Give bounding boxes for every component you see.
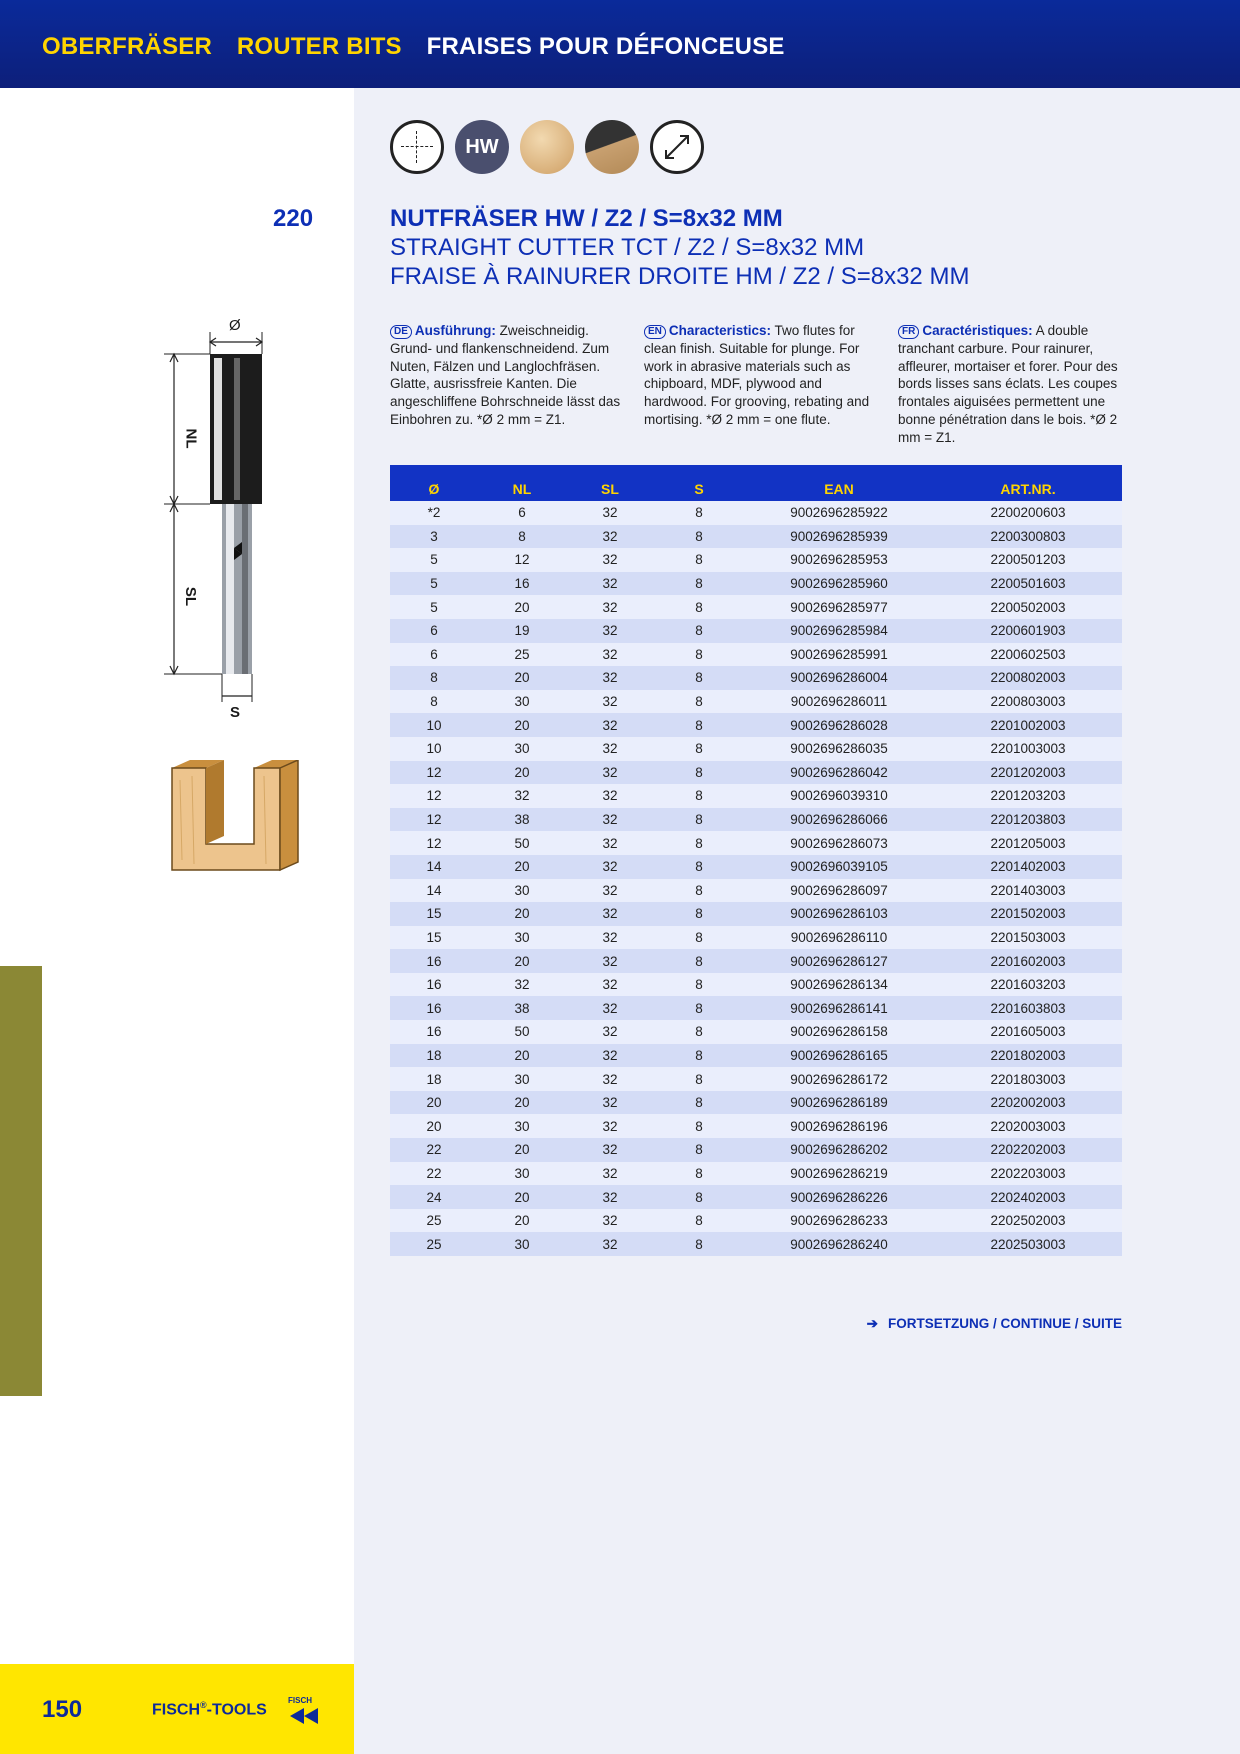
cell-s: 8 — [654, 619, 744, 643]
cell-diameter: 25 — [390, 1209, 478, 1233]
table-row — [390, 784, 1122, 808]
cell-ean: 9002696286004 — [744, 666, 934, 690]
table-row — [390, 973, 1122, 997]
cell-s: 8 — [654, 643, 744, 667]
cell-artnr: 2200501203 — [934, 548, 1122, 572]
table-row — [390, 501, 1122, 525]
continue-note — [867, 1316, 1122, 1332]
col-header-sl: SL — [566, 465, 654, 501]
brand-name-main: FISCH — [152, 1701, 200, 1719]
table-row — [390, 996, 1122, 1020]
cutter-drawing — [150, 318, 310, 728]
cell-ean: 9002696285984 — [744, 619, 934, 643]
col-header-s: S — [654, 465, 744, 501]
cell-ean: 9002696285977 — [744, 595, 934, 619]
cell-nl: 12 — [478, 548, 566, 572]
product-title-en: STRAIGHT CUTTER TCT / Z2 / S=8x32 MM — [390, 234, 865, 261]
cell-s: 8 — [654, 1162, 744, 1186]
cell-sl: 32 — [566, 784, 654, 808]
cell-diameter: 5 — [390, 548, 478, 572]
cell-nl: 20 — [478, 1138, 566, 1162]
table-row — [390, 1185, 1122, 1209]
cell-artnr: 2200502003 — [934, 595, 1122, 619]
description-fr-head: Caractéristiques: — [922, 323, 1033, 338]
cell-nl: 19 — [478, 619, 566, 643]
cell-nl: 8 — [478, 525, 566, 549]
cell-artnr: 2202003003 — [934, 1114, 1122, 1138]
cell-artnr: 2201603203 — [934, 973, 1122, 997]
cell-diameter: 20 — [390, 1091, 478, 1115]
cell-nl: 32 — [478, 973, 566, 997]
cell-s: 8 — [654, 902, 744, 926]
cell-nl: 20 — [478, 902, 566, 926]
col-header-diameter: Ø — [390, 465, 478, 501]
cell-artnr: 2202203003 — [934, 1162, 1122, 1186]
cell-ean: 9002696286196 — [744, 1114, 934, 1138]
cell-diameter: 24 — [390, 1185, 478, 1209]
cell-ean: 9002696285922 — [744, 501, 934, 525]
cell-nl: 16 — [478, 572, 566, 596]
cell-sl: 32 — [566, 1067, 654, 1091]
cell-artnr: 2202202003 — [934, 1138, 1122, 1162]
cell-ean: 9002696285939 — [744, 525, 934, 549]
cell-nl: 25 — [478, 643, 566, 667]
table-row — [390, 713, 1122, 737]
table-row — [390, 525, 1122, 549]
cell-nl: 20 — [478, 713, 566, 737]
cell-diameter: 14 — [390, 879, 478, 903]
cell-ean: 9002696286202 — [744, 1138, 934, 1162]
cell-ean: 9002696286134 — [744, 973, 934, 997]
diameter-label: Ø — [229, 317, 241, 334]
cell-ean: 9002696286233 — [744, 1209, 934, 1233]
cell-artnr: 2201203203 — [934, 784, 1122, 808]
cell-diameter: 18 — [390, 1044, 478, 1068]
cell-nl: 30 — [478, 1114, 566, 1138]
cell-sl: 32 — [566, 595, 654, 619]
cell-s: 8 — [654, 973, 744, 997]
cell-diameter: 3 — [390, 525, 478, 549]
cell-nl: 30 — [478, 737, 566, 761]
cell-sl: 32 — [566, 926, 654, 950]
table-row — [390, 808, 1122, 832]
table-row — [390, 949, 1122, 973]
cell-sl: 32 — [566, 619, 654, 643]
cell-ean: 9002696286073 — [744, 831, 934, 855]
cell-sl: 32 — [566, 1044, 654, 1068]
table-row — [390, 1209, 1122, 1233]
cell-ean: 9002696286226 — [744, 1185, 934, 1209]
cell-nl: 20 — [478, 761, 566, 785]
table-row — [390, 902, 1122, 926]
col-header-nl: NL — [478, 465, 566, 501]
cell-sl: 32 — [566, 831, 654, 855]
cell-nl: 30 — [478, 926, 566, 950]
cell-sl: 32 — [566, 879, 654, 903]
cell-diameter: 8 — [390, 690, 478, 714]
cell-s: 8 — [654, 713, 744, 737]
cell-sl: 32 — [566, 501, 654, 525]
cell-sl: 32 — [566, 949, 654, 973]
description-en-text: Two flutes for clean finish. Suitable for plunge. For work in abrasive materials such as chipboard, MDF, plywood and hardwood. For grooving, rebating and mortising. *Ø 2 mm = one flute. — [644, 323, 870, 427]
nl-label: NL — [182, 428, 200, 449]
board-icon — [585, 120, 639, 174]
table-row — [390, 595, 1122, 619]
header-titles — [42, 33, 803, 61]
cell-artnr: 2200601903 — [934, 619, 1122, 643]
cell-ean: 9002696286103 — [744, 902, 934, 926]
cell-ean: 9002696286158 — [744, 1020, 934, 1044]
arrow-icon — [650, 120, 704, 174]
cell-artnr: 2202502003 — [934, 1209, 1122, 1233]
page-number: 150 — [42, 1696, 83, 1723]
cell-s: 8 — [654, 926, 744, 950]
cell-sl: 32 — [566, 548, 654, 572]
fisch-logo-icon — [286, 1694, 324, 1728]
cell-s: 8 — [654, 572, 744, 596]
cell-nl: 38 — [478, 808, 566, 832]
cell-nl: 20 — [478, 1209, 566, 1233]
cell-artnr: 2200501603 — [934, 572, 1122, 596]
lang-badge-fr: FR — [898, 325, 919, 339]
cell-artnr: 2201803003 — [934, 1067, 1122, 1091]
cell-s: 8 — [654, 1185, 744, 1209]
cell-ean: 9002696285991 — [744, 643, 934, 667]
table-row — [390, 690, 1122, 714]
table-row — [390, 1044, 1122, 1068]
cell-sl: 32 — [566, 761, 654, 785]
cell-sl: 32 — [566, 1091, 654, 1115]
cell-ean: 9002696286028 — [744, 713, 934, 737]
table-row — [390, 619, 1122, 643]
table-row — [390, 643, 1122, 667]
cell-s: 8 — [654, 1067, 744, 1091]
cell-artnr: 2201502003 — [934, 902, 1122, 926]
cell-artnr: 2200803003 — [934, 690, 1122, 714]
cell-diameter: 25 — [390, 1232, 478, 1256]
arrow-right-icon: ➔ — [866, 1316, 878, 1331]
cell-ean: 9002696286042 — [744, 761, 934, 785]
cell-nl: 20 — [478, 595, 566, 619]
table-row — [390, 1114, 1122, 1138]
cell-artnr: 2202503003 — [934, 1232, 1122, 1256]
s-label: S — [230, 704, 241, 721]
description-en — [644, 322, 882, 429]
table-row — [390, 855, 1122, 879]
sl-label: SL — [182, 586, 200, 607]
cell-s: 8 — [654, 808, 744, 832]
cell-sl: 32 — [566, 1020, 654, 1044]
cell-sl: 32 — [566, 1162, 654, 1186]
cell-s: 8 — [654, 525, 744, 549]
chapter-tab — [0, 966, 42, 1396]
cell-sl: 32 — [566, 855, 654, 879]
cell-s: 8 — [654, 1209, 744, 1233]
cell-diameter: 10 — [390, 737, 478, 761]
cell-artnr: 2202002003 — [934, 1091, 1122, 1115]
cell-artnr: 2201003003 — [934, 737, 1122, 761]
cell-diameter: 16 — [390, 996, 478, 1020]
table-row — [390, 548, 1122, 572]
cell-nl: 20 — [478, 1185, 566, 1209]
cell-nl: 32 — [478, 784, 566, 808]
cell-sl: 32 — [566, 1232, 654, 1256]
lang-badge-de: DE — [390, 325, 412, 339]
hw-icon: HW — [455, 120, 509, 174]
cell-s: 8 — [654, 690, 744, 714]
groove-profile-drawing — [168, 760, 302, 874]
cell-ean: 9002696286219 — [744, 1162, 934, 1186]
cell-ean: 9002696285953 — [744, 548, 934, 572]
cell-ean: 9002696286189 — [744, 1091, 934, 1115]
cell-sl: 32 — [566, 1185, 654, 1209]
cell-nl: 20 — [478, 1091, 566, 1115]
product-table — [390, 465, 1122, 1256]
cell-nl: 50 — [478, 1020, 566, 1044]
cell-s: 8 — [654, 879, 744, 903]
cross-icon — [390, 120, 444, 174]
cell-diameter: 6 — [390, 619, 478, 643]
description-de-head: Ausführung: — [414, 323, 496, 338]
cell-sl: 32 — [566, 666, 654, 690]
table-row — [390, 879, 1122, 903]
cell-diameter: 5 — [390, 572, 478, 596]
cell-s: 8 — [654, 1020, 744, 1044]
cell-s: 8 — [654, 666, 744, 690]
cell-artnr: 2201402003 — [934, 855, 1122, 879]
cell-sl: 32 — [566, 737, 654, 761]
cell-artnr: 2201802003 — [934, 1044, 1122, 1068]
cell-diameter: 15 — [390, 926, 478, 950]
cell-s: 8 — [654, 1114, 744, 1138]
cell-s: 8 — [654, 761, 744, 785]
cell-diameter: 16 — [390, 1020, 478, 1044]
svg-text:FISCH: FISCH — [288, 1696, 312, 1705]
cell-ean: 9002696286165 — [744, 1044, 934, 1068]
cell-ean: 9002696286141 — [744, 996, 934, 1020]
cell-artnr: 2201603803 — [934, 996, 1122, 1020]
cell-sl: 32 — [566, 643, 654, 667]
cell-s: 8 — [654, 595, 744, 619]
table-row — [390, 761, 1122, 785]
cell-sl: 32 — [566, 1209, 654, 1233]
continue-text: FORTSETZUNG / CONTINUE / SUITE — [887, 1316, 1122, 1331]
cell-s: 8 — [654, 1091, 744, 1115]
cell-artnr: 2200300803 — [934, 525, 1122, 549]
cell-diameter: 12 — [390, 808, 478, 832]
cell-diameter: 10 — [390, 713, 478, 737]
cell-diameter: 8 — [390, 666, 478, 690]
cell-diameter: 12 — [390, 761, 478, 785]
cell-nl: 30 — [478, 879, 566, 903]
description-en-head: Characteristics: — [668, 323, 771, 338]
cell-ean: 9002696286035 — [744, 737, 934, 761]
product-title-de: NUTFRÄSER HW / Z2 / S=8x32 MM — [390, 205, 783, 232]
cell-ean: 9002696286066 — [744, 808, 934, 832]
cell-artnr: 2201202003 — [934, 761, 1122, 785]
cell-artnr: 2201403003 — [934, 879, 1122, 903]
description-de — [390, 322, 628, 429]
lang-badge-en: EN — [644, 325, 666, 339]
cell-sl: 32 — [566, 996, 654, 1020]
cell-sl: 32 — [566, 525, 654, 549]
cell-nl: 30 — [478, 1162, 566, 1186]
cell-diameter: 15 — [390, 902, 478, 926]
cell-diameter: 6 — [390, 643, 478, 667]
page-footer — [0, 1664, 354, 1754]
cell-nl: 20 — [478, 855, 566, 879]
table-row — [390, 926, 1122, 950]
table-row — [390, 1232, 1122, 1256]
cell-nl: 50 — [478, 831, 566, 855]
cell-ean: 9002696286127 — [744, 949, 934, 973]
cell-sl: 32 — [566, 902, 654, 926]
cell-artnr: 2200802003 — [934, 666, 1122, 690]
cell-sl: 32 — [566, 713, 654, 737]
page-header — [0, 0, 1240, 88]
cell-diameter: 22 — [390, 1162, 478, 1186]
cell-nl: 30 — [478, 690, 566, 714]
table-row — [390, 737, 1122, 761]
cell-diameter: 14 — [390, 855, 478, 879]
product-titles — [390, 204, 969, 291]
cell-nl: 20 — [478, 949, 566, 973]
cell-diameter: 18 — [390, 1067, 478, 1091]
cell-nl: 30 — [478, 1232, 566, 1256]
cell-nl: 20 — [478, 1044, 566, 1068]
table-row — [390, 1020, 1122, 1044]
cell-nl: 6 — [478, 501, 566, 525]
cell-s: 8 — [654, 855, 744, 879]
cell-artnr: 2201602003 — [934, 949, 1122, 973]
product-title-fr: FRAISE À RAINURER DROITE HM / Z2 / S=8x32 MM — [390, 263, 970, 290]
cell-s: 8 — [654, 737, 744, 761]
table-body — [390, 501, 1122, 1256]
cell-artnr: 2201503003 — [934, 926, 1122, 950]
cell-artnr: 2201605003 — [934, 1020, 1122, 1044]
cell-sl: 32 — [566, 572, 654, 596]
table-row — [390, 1138, 1122, 1162]
cell-diameter: 16 — [390, 973, 478, 997]
cell-artnr: 2200200603 — [934, 501, 1122, 525]
cell-sl: 32 — [566, 1114, 654, 1138]
cell-sl: 32 — [566, 690, 654, 714]
cell-ean: 9002696286240 — [744, 1232, 934, 1256]
header-title-fr: FRAISES POUR DÉFONCEUSE — [426, 33, 785, 60]
cell-diameter: 5 — [390, 595, 478, 619]
description-fr-text: A double tranchant carbure. Pour rainurer, affleurer, mortaiser et forer. Pour des bords lisses sans éclats. Les coupes frontales aiguisées permettent une bonne pénétration dans le bois. *Ø 2 mm = Z1. — [898, 323, 1118, 445]
description-de-text: Zweischneidig. Grund- und flankenschneidend. Zum Nuten, Fälzen und Langlochfräsen. Glatte, ausrissfreie Kanten. Die angeschliffene Bohrschneide lässt das Einbohren zu. *Ø 2 mm = Z1. — [390, 323, 621, 427]
table-row — [390, 572, 1122, 596]
cell-artnr: 2202402003 — [934, 1185, 1122, 1209]
cell-sl: 32 — [566, 808, 654, 832]
brand-name-suffix: -TOOLS — [206, 1701, 267, 1719]
cell-ean: 9002696286110 — [744, 926, 934, 950]
cell-sl: 32 — [566, 1138, 654, 1162]
cell-diameter: 22 — [390, 1138, 478, 1162]
cell-artnr: 2201203803 — [934, 808, 1122, 832]
cell-s: 8 — [654, 949, 744, 973]
cell-artnr: 2201002003 — [934, 713, 1122, 737]
cell-s: 8 — [654, 548, 744, 572]
cell-diameter: 12 — [390, 831, 478, 855]
col-header-ean: EAN — [744, 465, 934, 501]
cell-s: 8 — [654, 1044, 744, 1068]
cell-nl: 38 — [478, 996, 566, 1020]
cell-nl: 20 — [478, 666, 566, 690]
description-fr — [898, 322, 1136, 447]
product-number: 220 — [273, 205, 314, 232]
cell-s: 8 — [654, 784, 744, 808]
header-title-de: OBERFRÄSER — [42, 33, 213, 60]
cell-s: 8 — [654, 1138, 744, 1162]
cell-artnr: 2201205003 — [934, 831, 1122, 855]
cell-s: 8 — [654, 501, 744, 525]
cell-ean: 9002696285960 — [744, 572, 934, 596]
wood-icon — [520, 120, 574, 174]
cell-nl: 30 — [478, 1067, 566, 1091]
cell-ean: 9002696286097 — [744, 879, 934, 903]
brand-name: FISCH®-TOOLS — [152, 1700, 267, 1719]
table-row — [390, 1162, 1122, 1186]
cell-s: 8 — [654, 996, 744, 1020]
cell-ean: 9002696039310 — [744, 784, 934, 808]
cell-diameter: 12 — [390, 784, 478, 808]
cell-diameter: *2 — [390, 501, 478, 525]
cell-s: 8 — [654, 1232, 744, 1256]
table-row — [390, 1091, 1122, 1115]
cell-sl: 32 — [566, 973, 654, 997]
cell-diameter: 16 — [390, 949, 478, 973]
header-title-en: ROUTER BITS — [236, 33, 402, 60]
cell-s: 8 — [654, 831, 744, 855]
cell-ean: 9002696286011 — [744, 690, 934, 714]
cell-diameter: 20 — [390, 1114, 478, 1138]
cell-ean: 9002696039105 — [744, 855, 934, 879]
table-row — [390, 831, 1122, 855]
col-header-artnr: ART.NR. — [934, 465, 1122, 501]
cell-artnr: 2200602503 — [934, 643, 1122, 667]
cell-ean: 9002696286172 — [744, 1067, 934, 1091]
table-header-row — [390, 465, 1122, 501]
table-row — [390, 666, 1122, 690]
table-row — [390, 1067, 1122, 1091]
